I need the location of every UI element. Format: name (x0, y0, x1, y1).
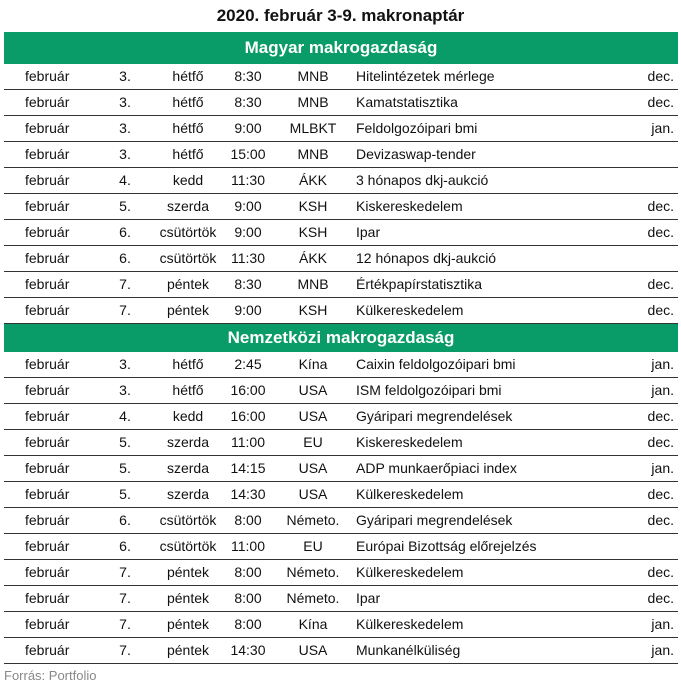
month-cell: február (25, 590, 70, 606)
weekday-cell: csütörtök (159, 224, 217, 240)
month-cell: február (25, 172, 70, 188)
month-cell: február (25, 94, 70, 110)
source-cell: USA (298, 642, 328, 658)
time-cell: 14:30 (230, 642, 266, 658)
table-body (0, 352, 681, 664)
time-cell: 11:30 (231, 250, 265, 266)
period-cell: jan. (651, 356, 674, 372)
month-cell: február (25, 356, 70, 372)
indicator-cell: Külkereskedelem (356, 564, 464, 580)
indicator-cell: ADP munkaerőpiaci index (356, 460, 517, 476)
table-row (4, 378, 678, 404)
month-cell: február (25, 564, 70, 580)
table-row (4, 194, 678, 220)
month-cell: február (25, 408, 70, 424)
weekday-cell: péntek (166, 590, 210, 606)
table-row (4, 142, 678, 168)
time-cell: 15:00 (230, 146, 266, 162)
month-cell: február (25, 538, 70, 554)
period-cell: dec. (647, 68, 674, 84)
time-cell: 11:00 (231, 538, 265, 554)
period-cell: dec. (647, 276, 674, 292)
source-cell: USA (298, 408, 328, 424)
day-cell: 7. (119, 642, 131, 658)
month-cell: február (25, 68, 70, 84)
source-cell: KSH (298, 302, 328, 318)
source-cell: ÁKK (298, 172, 327, 188)
indicator-cell: Külkereskedelem (356, 616, 464, 632)
table-row (4, 298, 678, 324)
day-cell: 6. (119, 224, 131, 240)
time-cell: 9:00 (234, 198, 262, 214)
indicator-cell: Gyáripari megrendelések (356, 408, 513, 424)
table-row (4, 612, 678, 638)
time-cell: 8:30 (234, 68, 262, 84)
period-cell: dec. (647, 434, 674, 450)
weekday-cell: péntek (166, 276, 210, 292)
table-row (4, 430, 678, 456)
period-cell: dec. (647, 512, 674, 528)
time-cell: 8:30 (234, 276, 262, 292)
section-international (0, 324, 681, 664)
period-cell: dec. (647, 94, 674, 110)
month-cell: február (25, 198, 70, 214)
period-cell: dec. (647, 302, 674, 318)
time-cell: 2:45 (234, 356, 262, 372)
weekday-cell: hétfő (172, 120, 204, 136)
day-cell: 3. (119, 356, 131, 372)
source-cell: USA (298, 460, 328, 476)
table-row (4, 456, 678, 482)
period-cell: jan. (651, 616, 674, 632)
month-cell: február (25, 224, 70, 240)
indicator-cell: Gyáripari megrendelések (356, 512, 513, 528)
month-cell: február (25, 616, 70, 632)
period-cell: dec. (647, 486, 674, 502)
page-title: 2020. február 3-9. makronaptár (216, 6, 465, 25)
period-cell: jan. (651, 120, 674, 136)
source-cell: USA (298, 382, 328, 398)
indicator-cell: Devizaswap-tender (356, 146, 476, 162)
weekday-cell: péntek (166, 564, 210, 580)
table-body (0, 64, 681, 324)
month-cell: február (25, 302, 70, 318)
period-cell: jan. (651, 382, 674, 398)
source-note: Forrás: Portfolio (4, 668, 97, 683)
time-cell: 8:30 (234, 94, 262, 110)
month-cell: február (25, 486, 70, 502)
time-cell: 14:15 (230, 460, 266, 476)
time-cell: 9:00 (234, 302, 262, 318)
day-cell: 5. (119, 434, 131, 450)
time-cell: 16:00 (230, 408, 266, 424)
day-cell: 7. (119, 302, 131, 318)
source-cell: ÁKK (298, 250, 327, 266)
period-cell: dec. (647, 224, 674, 240)
month-cell: február (25, 120, 70, 136)
day-cell: 3. (119, 68, 131, 84)
table-row (4, 508, 678, 534)
day-cell: 6. (119, 538, 131, 554)
time-cell: 11:00 (231, 434, 265, 450)
section-header: Nemzetközi makrogazdaság (4, 324, 678, 352)
day-cell: 3. (119, 382, 131, 398)
day-cell: 7. (119, 590, 131, 606)
indicator-cell: Kiskereskedelem (356, 198, 463, 214)
source-cell: USA (298, 486, 328, 502)
weekday-cell: kedd (172, 408, 204, 424)
weekday-cell: hétfő (172, 146, 204, 162)
weekday-cell: péntek (166, 642, 210, 658)
weekday-cell: hétfő (172, 382, 204, 398)
weekday-cell: hétfő (172, 94, 204, 110)
day-cell: 5. (119, 486, 131, 502)
table-row (4, 482, 678, 508)
indicator-cell: 12 hónapos dkj-aukció (356, 250, 497, 266)
indicator-cell: Ipar (356, 224, 381, 240)
weekday-cell: csütörtök (159, 512, 217, 528)
day-cell: 7. (119, 276, 131, 292)
period-cell: jan. (651, 642, 674, 658)
time-cell: 9:00 (234, 224, 262, 240)
table-row (4, 90, 678, 116)
period-cell: jan. (651, 460, 674, 476)
time-cell: 8:00 (234, 616, 262, 632)
table-row (4, 638, 678, 664)
day-cell: 4. (119, 172, 131, 188)
indicator-cell: 3 hónapos dkj-aukció (356, 172, 489, 188)
month-cell: február (25, 460, 70, 476)
weekday-cell: péntek (166, 616, 210, 632)
month-cell: február (25, 250, 70, 266)
table-row (4, 64, 678, 90)
weekday-cell: hétfő (172, 356, 204, 372)
weekday-cell: szerda (166, 198, 210, 214)
weekday-cell: szerda (166, 434, 210, 450)
month-cell: február (25, 642, 70, 658)
weekday-cell: szerda (166, 486, 210, 502)
source-cell: Németo. (286, 512, 340, 528)
source-cell: MNB (297, 146, 329, 162)
table-row (4, 168, 678, 194)
source-cell: MNB (297, 94, 329, 110)
period-cell: dec. (647, 198, 674, 214)
source-cell: Németo. (286, 590, 340, 606)
month-cell: február (25, 276, 70, 292)
source-cell: Kína (298, 356, 328, 372)
weekday-cell: szerda (166, 460, 210, 476)
day-cell: 7. (119, 616, 131, 632)
source-cell: KSH (298, 198, 328, 214)
indicator-cell: Európai Bizottság előrejelzés (356, 538, 537, 554)
indicator-cell: Hitelintézetek mérlege (356, 68, 495, 84)
month-cell: február (25, 382, 70, 398)
month-cell: február (25, 146, 70, 162)
table-row (4, 352, 678, 378)
day-cell: 5. (119, 198, 131, 214)
section-hungarian (0, 32, 681, 324)
table-row (4, 246, 678, 272)
month-cell: február (25, 434, 70, 450)
time-cell: 11:30 (231, 172, 265, 188)
day-cell: 3. (119, 94, 131, 110)
source-cell: Németo. (286, 564, 340, 580)
day-cell: 3. (119, 120, 131, 136)
day-cell: 7. (119, 564, 131, 580)
weekday-cell: kedd (172, 172, 204, 188)
indicator-cell: Kiskereskedelem (356, 434, 463, 450)
day-cell: 6. (119, 250, 131, 266)
indicator-cell: Caixin feldolgozóipari bmi (356, 356, 516, 372)
source-cell: MLBKT (289, 120, 337, 136)
indicator-cell: Ipar (356, 590, 381, 606)
time-cell: 9:00 (234, 120, 262, 136)
time-cell: 16:00 (230, 382, 266, 398)
period-cell: dec. (647, 564, 674, 580)
indicator-cell: Külkereskedelem (356, 302, 464, 318)
table-row (4, 404, 678, 430)
day-cell: 3. (119, 146, 131, 162)
day-cell: 4. (119, 408, 131, 424)
source-cell: MNB (297, 68, 329, 84)
indicator-cell: Munkanélküliség (356, 642, 461, 658)
table-row (4, 116, 678, 142)
time-cell: 8:00 (234, 512, 262, 528)
weekday-cell: péntek (166, 302, 210, 318)
weekday-cell: hétfő (172, 68, 204, 84)
section-header: Magyar makrogazdaság (4, 32, 678, 64)
source-cell: Kína (298, 616, 328, 632)
table-row (4, 586, 678, 612)
source-cell: KSH (298, 224, 328, 240)
table-row (4, 220, 678, 246)
day-cell: 5. (119, 460, 131, 476)
indicator-cell: Külkereskedelem (356, 486, 464, 502)
table-row (4, 272, 678, 298)
table-row (4, 534, 678, 560)
indicator-cell: Feldolgozóipari bmi (356, 120, 478, 136)
day-cell: 6. (119, 512, 131, 528)
source-cell: EU (303, 434, 323, 450)
month-cell: február (25, 512, 70, 528)
source-cell: EU (303, 538, 323, 554)
weekday-cell: csütörtök (159, 538, 217, 554)
source-cell: MNB (297, 276, 329, 292)
period-cell: dec. (647, 590, 674, 606)
weekday-cell: csütörtök (159, 250, 217, 266)
time-cell: 14:30 (230, 486, 266, 502)
table-row (4, 560, 678, 586)
indicator-cell: ISM feldolgozóipari bmi (356, 382, 502, 398)
indicator-cell: Kamatstatisztika (356, 94, 458, 110)
time-cell: 8:00 (234, 590, 262, 606)
period-cell: dec. (647, 408, 674, 424)
indicator-cell: Értékpapírstatisztika (356, 276, 483, 292)
time-cell: 8:00 (234, 564, 262, 580)
